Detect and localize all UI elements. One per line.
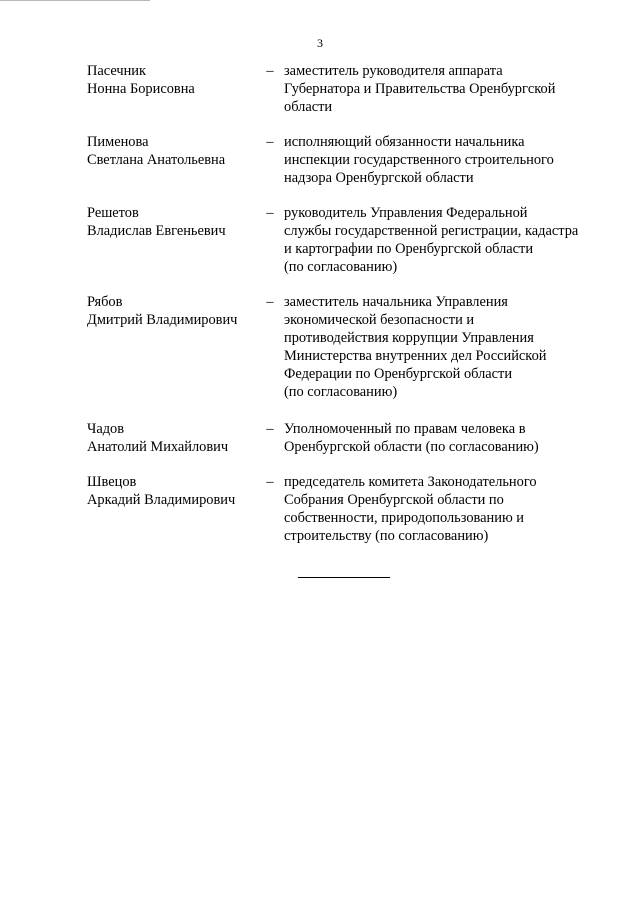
member-name xyxy=(87,473,262,509)
member-position xyxy=(284,62,614,116)
position-line: Губернатора и Правительства Оренбургской xyxy=(284,81,556,97)
member-surname: Пасечник xyxy=(87,63,147,79)
member-surname: Пименова xyxy=(87,134,149,150)
page-number: 3 xyxy=(317,36,323,50)
dash-separator: – xyxy=(266,63,274,79)
position-line: заместитель руководителя аппарата xyxy=(284,63,503,79)
position-line: надзора Оренбургской области xyxy=(284,170,474,186)
member-given-names: Светлана Анатольевна xyxy=(87,152,226,168)
position-line: противодействия коррупции Управления xyxy=(284,330,534,346)
position-line: Уполномоченный по правам человека в xyxy=(284,421,526,437)
dash-separator: – xyxy=(266,134,274,150)
member-given-names: Аркадий Владимирович xyxy=(87,492,236,508)
member-name xyxy=(87,293,262,329)
position-line: (по согласованию) xyxy=(284,259,398,275)
member-name xyxy=(87,62,262,98)
position-line: Собрания Оренбургской области по xyxy=(284,492,504,508)
member-given-names: Анатолий Михайлович xyxy=(87,439,229,455)
position-line: Министерства внутренних дел Российской xyxy=(284,348,547,364)
position-line: и картографии по Оренбургской области xyxy=(284,241,534,257)
member-name xyxy=(87,420,262,456)
position-line: Оренбургской области (по согласованию) xyxy=(284,439,539,455)
member-surname: Швецов xyxy=(87,474,137,490)
position-line: службы государственной регистрации, кадастра xyxy=(284,223,579,239)
position-line: области xyxy=(284,99,333,115)
member-position xyxy=(284,133,614,187)
dash-separator: – xyxy=(266,421,274,437)
end-of-list-rule xyxy=(298,577,390,578)
member-position xyxy=(284,473,614,545)
position-line: строительству (по согласованию) xyxy=(284,528,489,544)
member-given-names: Нонна Борисовна xyxy=(87,81,195,97)
position-line: заместитель начальника Управления xyxy=(284,294,508,310)
member-surname: Чадов xyxy=(87,421,125,437)
member-surname: Рябов xyxy=(87,294,123,310)
position-line: Федерации по Оренбургской области xyxy=(284,366,513,382)
member-position xyxy=(284,420,614,456)
member-name xyxy=(87,204,262,240)
position-line: председатель комитета Законодательного xyxy=(284,474,537,490)
dash-separator: – xyxy=(266,474,274,490)
member-name xyxy=(87,133,262,169)
member-position xyxy=(284,204,614,276)
dash-separator: – xyxy=(266,294,274,310)
position-line: (по согласованию) xyxy=(284,384,398,400)
member-given-names: Владислав Евгеньевич xyxy=(87,223,226,239)
member-given-names: Дмитрий Владимирович xyxy=(87,312,238,328)
position-line: собственности, природопользованию и xyxy=(284,510,524,526)
position-line: руководитель Управления Федеральной xyxy=(284,205,528,221)
top-rule xyxy=(0,0,150,1)
position-line: экономической безопасности и xyxy=(284,312,475,328)
dash-separator: – xyxy=(266,205,274,221)
member-surname: Решетов xyxy=(87,205,139,221)
position-line: инспекции государственного строительного xyxy=(284,152,554,168)
position-line: исполняющий обязанности начальника xyxy=(284,134,525,150)
member-position xyxy=(284,293,614,401)
